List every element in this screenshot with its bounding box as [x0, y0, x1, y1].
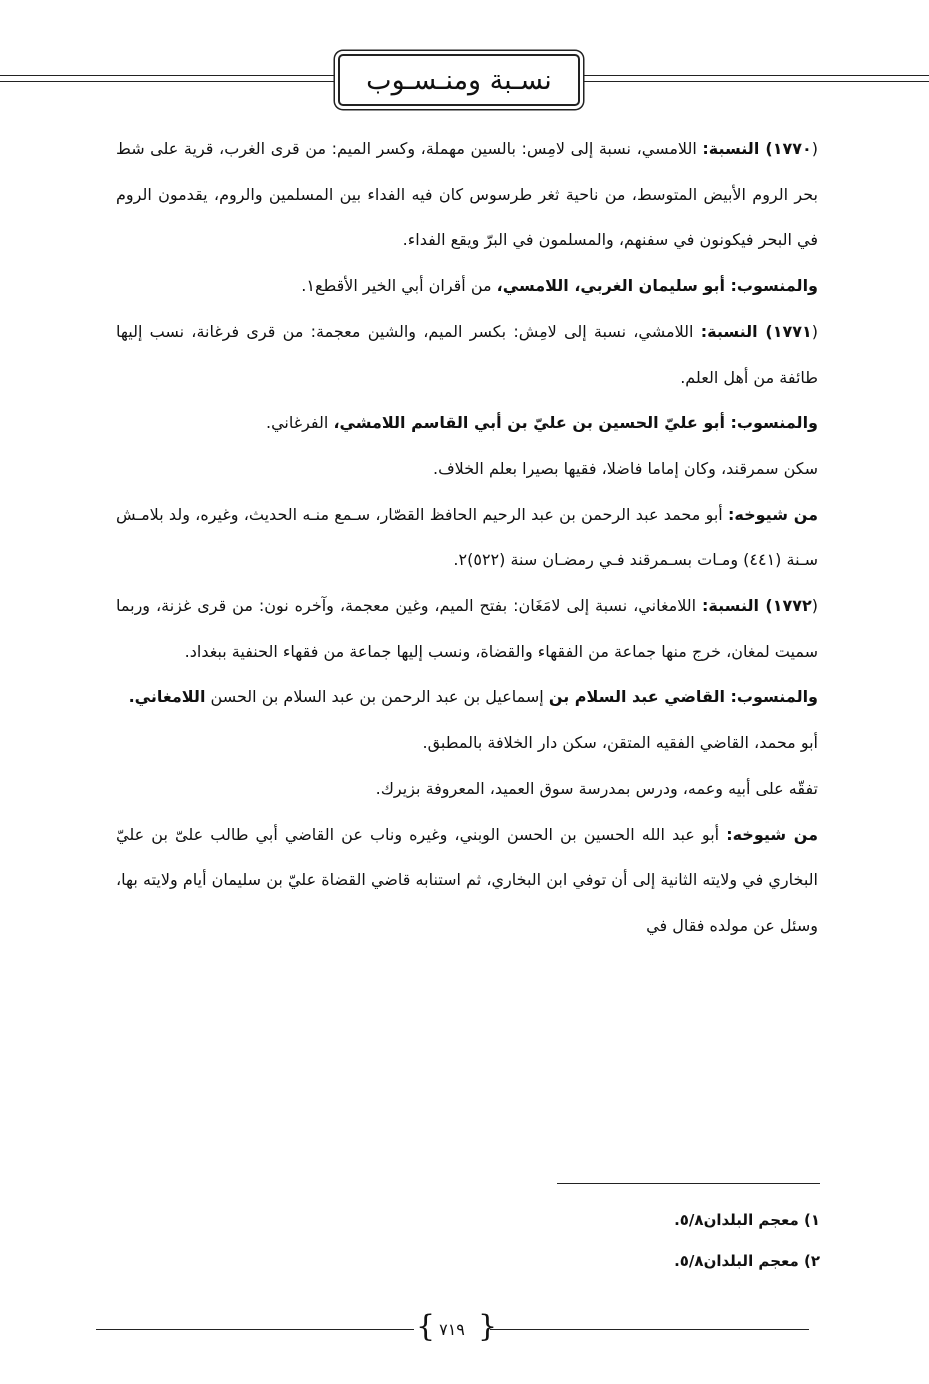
- text-run: سكن سمرقند، وكان إماما فاضلا، فقيها بصيرا بعلم الخلاف.: [433, 458, 818, 478]
- text-run: من أقران أبي الخير الأقطع١.: [301, 276, 497, 296]
- body-text: [116, 126, 818, 949]
- text-run: تفقّه على أبيه وعمه، ودرس بمدرسة سوق العميد، المعروفة بزيرك.: [375, 778, 818, 798]
- footnote: ٢) معجم البلدان٥/٨.: [674, 1252, 820, 1270]
- footer-rule-left: [96, 1329, 414, 1330]
- paragraph: [116, 583, 818, 674]
- header-rule-left: [0, 75, 338, 76]
- paragraph: [116, 674, 818, 720]
- bold-run: ١٧٧٢) النسبة:: [702, 596, 812, 616]
- paragraph: [116, 309, 818, 400]
- header-rule-right: [576, 75, 929, 76]
- page-title: نسـبة ومنـسـوب: [366, 64, 552, 96]
- paragraph: [116, 766, 818, 812]
- page-footer: [0, 1310, 929, 1354]
- footnote-separator: [557, 1183, 820, 1184]
- page-number: ٧١٩: [439, 1319, 465, 1339]
- footnote: ١) معجم البلدان٥/٨.: [674, 1211, 820, 1229]
- bold-run: من شيوخه:: [728, 504, 818, 524]
- text-run: أبو محمد عبد الرحمن بن عبد الرحيم الحافظ القصّار، سـمع منـه الحديث، وغيره، ولد بلامـش سـنة (٤٤١) ومـات بسـمرقند فـي رمضـان سنة (٥٢٢)٢.: [116, 504, 818, 570]
- bold-run: والمنسوب: القاضي عبد السلام بن: [548, 687, 818, 707]
- bold-run: والمنسوب: أبو سليمان الغربي، اللامسي،: [496, 276, 818, 296]
- paragraph: [116, 446, 818, 492]
- text-run: إسماعيل بن عبد الرحمن بن عبد السلام بن الحسن: [205, 687, 549, 707]
- footer-rule-right: [490, 1329, 809, 1330]
- paragraph: [116, 720, 818, 766]
- paragraph: [116, 812, 818, 949]
- header-rule-left-inner: [0, 81, 338, 82]
- brace-left: {: [416, 1309, 436, 1344]
- bold-run: اللامغاني.: [128, 687, 206, 707]
- text-run: أبو عبد الله الحسين بن الحسن الوبني، وغيره وناب عن القاضي أبي طالب علىّ بن عليّ البخاري في ولايته الثانية إلى أن توفي ابن البخاري، ثم استنابه قاضي القضاة عليّ بن سليمان أيام ولايته بها، وسئل عن مولده فقال في: [116, 824, 818, 935]
- text-run: أبو محمد، القاضي الفقيه المتقن، سكن دار الخلافة بالمطبق.: [422, 733, 818, 753]
- bold-run: ١٧٧١) النسبة:: [700, 321, 812, 341]
- text-run: اللامغاني، نسبة إلى لامَغَان: بفتح الميم، وغين معجمة، وآخره نون: من قرى غزنة، وربما سميت لمغان، خرج منها جماعة من الفقهاء والقضاة، ونسب إليها جماعة من فقهاء الحنفية ببغداد.: [116, 596, 818, 661]
- footnotes: [400, 1200, 820, 1282]
- page-header: [0, 46, 929, 116]
- bold-run: والمنسوب: أبو عليّ الحسين بن عليّ بن أبي القاسم اللامشي،: [333, 413, 818, 433]
- paragraph: [116, 400, 818, 446]
- paragraph: [116, 263, 818, 309]
- bold-run: من شيوخه:: [726, 824, 818, 844]
- text-run: اللامشي، نسبة إلى لامِش: بكسر الميم، والشين معجمة: من قرى فرغانة، نسب إليها طائفة من أهل العلم.: [116, 321, 818, 387]
- text-run: (: [811, 139, 818, 158]
- bold-run: ١٧٧٠) النسبة:: [702, 139, 812, 158]
- text-run: الفرغاني.: [265, 413, 334, 433]
- paragraph: [116, 126, 818, 263]
- text-run: (: [811, 321, 818, 341]
- header-rule-right-inner: [576, 81, 929, 82]
- text-run: (: [811, 596, 818, 616]
- paragraph: [116, 492, 818, 583]
- text-run: اللامسي، نسبة إلى لامِس: بالسين مهملة، وكسر الميم: من قرى الغرب، قرية على شط بحر الروم الأبيض المتوسط، من ناحية ثغر طرسوس كان فيه الفداء بين المسلمين والروم، يقدمون الروم في البحر فيكونون في سفنهم، والمسلمون في البرّ ويقع الفداء.: [116, 139, 818, 250]
- title-frame: [338, 54, 580, 106]
- brace-right: }: [478, 1309, 498, 1344]
